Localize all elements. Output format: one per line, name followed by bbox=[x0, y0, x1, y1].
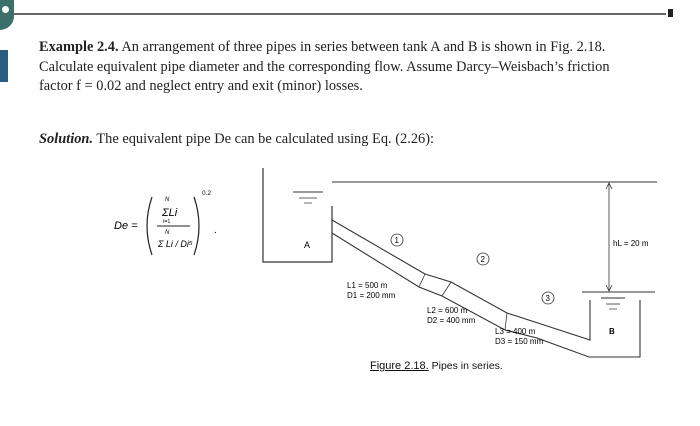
pipe-joint-2 bbox=[442, 282, 451, 296]
tank-a-label: A bbox=[304, 240, 311, 250]
app-corner-icon[interactable] bbox=[0, 0, 14, 30]
tank-b-label: B bbox=[609, 327, 615, 336]
figure-caption-text: Pipes in series. bbox=[431, 360, 503, 372]
pipes-in-series-figure bbox=[255, 168, 665, 380]
example-paragraph bbox=[39, 38, 639, 97]
numerator-lower-limit: i=1 bbox=[163, 219, 171, 225]
solution-text: The equivalent pipe De can be calculated using Eq. (2.26): bbox=[96, 131, 434, 147]
solution-paragraph bbox=[39, 131, 639, 148]
pipe-2-number: 2 bbox=[480, 255, 485, 264]
numerator-upper-limit: N bbox=[165, 197, 170, 203]
pipe-3-diameter: D3 = 150 mm bbox=[495, 337, 544, 346]
figure-caption-number: Figure 2.18. bbox=[370, 360, 429, 372]
corner-dot bbox=[2, 6, 9, 13]
pipe-2-length: L2 = 600 m bbox=[427, 306, 468, 315]
pipe-joint-1 bbox=[419, 274, 425, 287]
formula-numerator: ΣLi bbox=[162, 207, 178, 219]
top-divider bbox=[14, 13, 666, 15]
equivalent-diameter-formula bbox=[112, 183, 232, 269]
pipe-3-number: 3 bbox=[545, 294, 550, 303]
pipe-1-length: L1 = 500 m bbox=[347, 281, 388, 290]
formula-denominator: Σ Li / Di⁵ bbox=[158, 239, 193, 249]
left-paren bbox=[147, 197, 152, 255]
pipe-1-number: 1 bbox=[394, 236, 399, 245]
side-tab[interactable] bbox=[0, 50, 8, 82]
pipe-3-length: L3 = 400 m bbox=[495, 327, 536, 336]
example-text: An arrangement of three pipes in series between tank A and B is shown in Fig. 2.18. Calculate equivalent pipe diameter and the corresponding flow. Assume Darcy–Weisbach’s friction factor f = 0.02 and neglect entry and exit (minor) losses. bbox=[39, 39, 610, 94]
divider-marker bbox=[668, 9, 673, 17]
formula-exponent: 0.2 bbox=[202, 190, 212, 197]
tank-a bbox=[263, 168, 332, 262]
head-loss-label: hL = 20 m bbox=[613, 239, 649, 248]
denominator-upper-limit: N bbox=[165, 230, 170, 236]
right-paren bbox=[194, 197, 199, 255]
example-heading: Example 2.4. bbox=[39, 39, 119, 55]
pipe-2-diameter: D2 = 400 mm bbox=[427, 316, 476, 325]
solution-heading: Solution. bbox=[39, 131, 93, 147]
pipe-1-diameter: D1 = 200 mm bbox=[347, 291, 396, 300]
figure-caption bbox=[370, 360, 503, 372]
formula-end-dot: . bbox=[214, 225, 217, 236]
formula-lhs: De = bbox=[114, 220, 138, 232]
